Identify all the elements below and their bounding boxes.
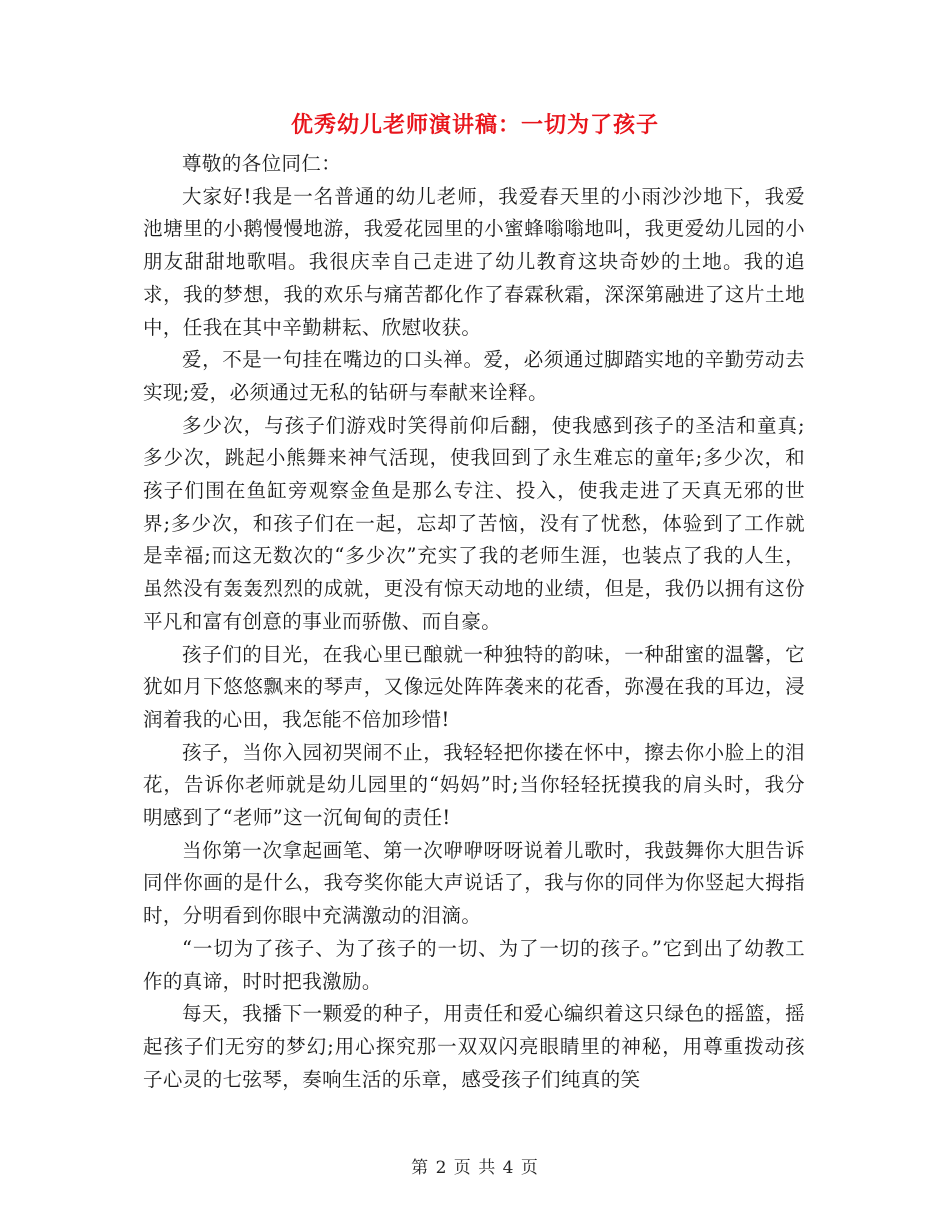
paragraph: 孩子，当你入园初哭闹不止，我轻轻把你搂在怀中，擦去你小脸上的泪花，告诉你老师就是幼儿园里的“妈妈”时;当你轻轻抚摸我的肩头时，我分明感到了“老师”这一沉甸甸的责任! [143, 740, 805, 830]
greeting: 尊敬的各位同仁： [182, 152, 342, 175]
paragraph: 每天，我播下一颗爱的种子，用责任和爱心编织着这只绿色的摇篮，摇起孩子们无穷的梦幻;用心探究那一双双闪亮眼睛里的神秘，用尊重拨动孩子心灵的七弦琴，奏响生活的乐章，感受孩子们纯真的笑 [143, 1002, 805, 1091]
paragraph: 爱，不是一句挂在嘴边的口头禅。爱，必须通过脚踏实地的辛勤劳动去实现;爱，必须通过无私的钻研与奉献来诠释。 [143, 348, 805, 404]
paragraph: 当你第一次拿起画笔、第一次咿咿呀呀说着儿歌时，我鼓舞你大胆告诉同伴你画的是什么，我夸奖你能大声说话了，我与你的同伴为你竖起大拇指时，分明看到你眼中充满激动的泪滴。 [143, 838, 805, 928]
paragraph: 多少次，与孩子们游戏时笑得前仰后翻，使我感到孩子的圣洁和童真;多少次，跳起小熊舞来神气活现，使我回到了永生难忘的童年;多少次，和孩子们围在鱼缸旁观察金鱼是那么专注、投入，使我走进了天真无邪的世界;多少次，和孩子们在一起，忘却了苦恼，没有了忧愁，体验到了工作就是幸福;而这无数次的“多少次”充实了我的老师生涯，也装点了我的人生，虽然没有轰轰烈烈的成就，更没有惊天动地的业绩，但是，我仍以拥有这份平凡和富有创意的事业而骄傲、而自豪。 [143, 413, 805, 633]
paragraph: 孩子们的目光，在我心里已酿就一种独特的韵味，一种甜蜜的温馨，它犹如月下悠悠飘来的琴声，又像远处阵阵袭来的花香，弥漫在我的耳边，浸润着我的心田，我怎能不倍加珍惜! [143, 642, 805, 731]
page-number-footer: 第 2 页 共 4 页 [411, 1158, 539, 1178]
document-body [143, 148, 805, 1096]
paragraph: “一切为了孩子、为了孩子的一切、为了一切的孩子。”它到出了幼教工作的真谛，时时把我激励。 [143, 936, 805, 993]
document-title: 优秀幼儿老师演讲稿：一切为了孩子 [290, 112, 659, 138]
paragraph: 大家好!我是一名普通的幼儿老师，我爱春天里的小雨沙沙地下，我爱池塘里的小鹅慢慢地游，我爱花园里的小蜜蜂嗡嗡地叫，我更爱幼儿园的小朋友甜甜地歌唱。我很庆幸自己走进了幼儿教育这块奇妙的土地。我的追求，我的梦想，我的欢乐与痛苦都化作了春霖秋霜，深深第融进了这片土地中，任我在其中辛勤耕耘、欣慰收获。 [143, 184, 805, 339]
